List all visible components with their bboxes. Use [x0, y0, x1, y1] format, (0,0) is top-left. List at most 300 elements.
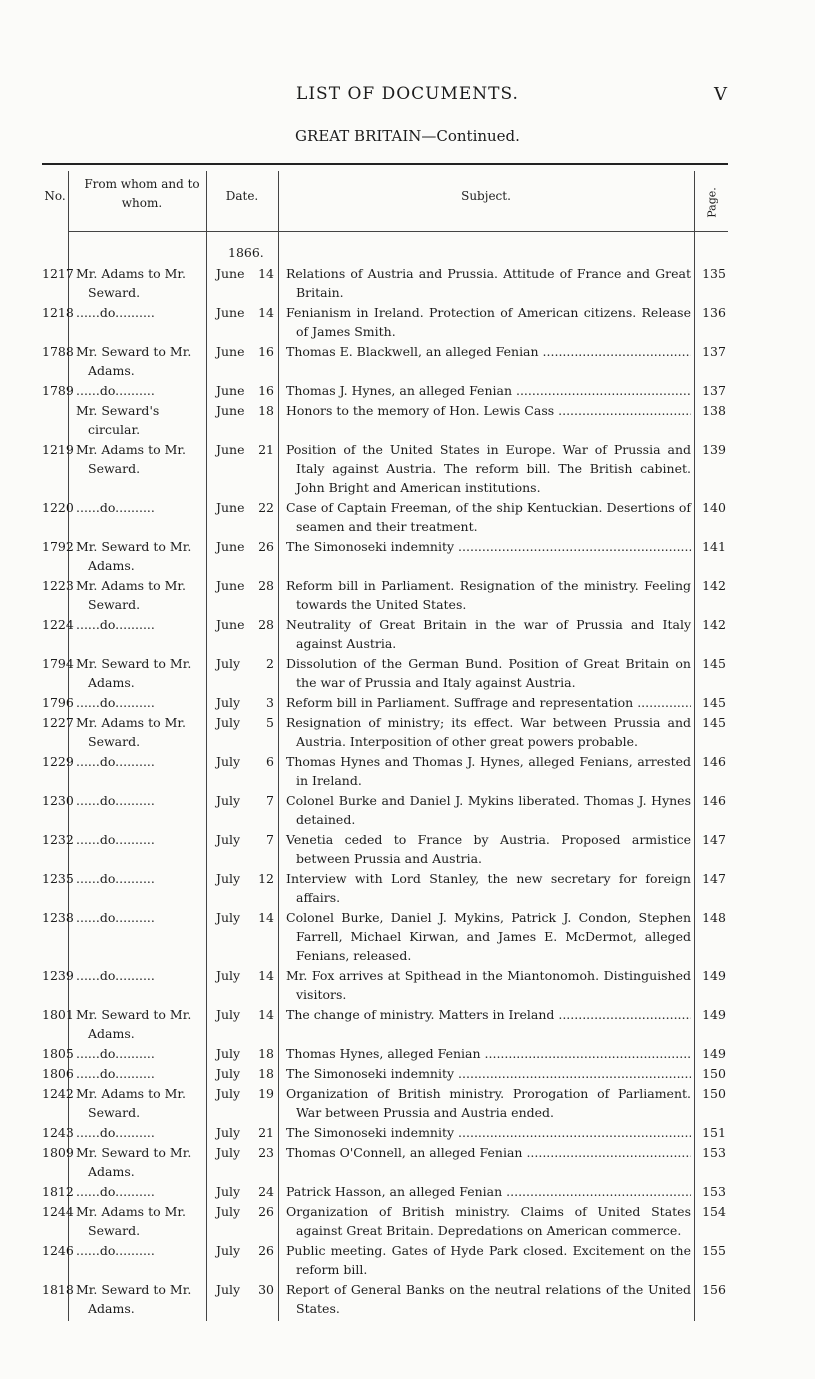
date-month: June	[216, 442, 245, 457]
date-cell	[216, 1143, 274, 1162]
date-month: July	[216, 793, 241, 808]
subject-text: Position of the United States in Europe. War of Prussia and Italy against Austria. The reform bill. The British cabinet. John Bright and American institutions.	[286, 442, 691, 495]
subject-cell	[286, 1064, 691, 1083]
subject-text: Thomas Hynes and Thomas J. Hynes, alleged Fenians, arrested in Ireland.	[286, 754, 691, 788]
subject-cell	[286, 1241, 691, 1279]
subject-text: Thomas Hynes, alleged Fenian .....	[286, 1044, 691, 1063]
date-day: 3	[266, 695, 274, 710]
date-month: July	[216, 1066, 241, 1081]
date-cell	[216, 303, 274, 322]
from-to-cell	[76, 693, 200, 712]
page-number: 137	[702, 344, 726, 359]
page-number: 146	[702, 793, 726, 808]
from-to-text: Mr. Adams to Mr. Seward.	[76, 266, 186, 300]
document-number: 1789	[42, 383, 74, 398]
date-day: 21	[258, 1125, 274, 1140]
year-label: 1866.	[228, 245, 264, 260]
page-number: 145	[702, 715, 726, 730]
date-day: 6	[266, 754, 274, 769]
date-cell	[216, 1084, 274, 1103]
table-row	[42, 303, 728, 342]
column-header-date: Date.	[225, 189, 259, 203]
page-number: 145	[702, 656, 726, 671]
page-number: 153	[702, 1145, 726, 1160]
page-number: 149	[702, 968, 726, 983]
from-to-cell	[76, 1005, 200, 1043]
document-number: 1806	[42, 1066, 74, 1081]
top-rule	[42, 163, 728, 165]
table-row	[42, 713, 728, 752]
date-month: July	[216, 754, 241, 769]
from-to-text: Mr. Seward's circular.	[76, 403, 160, 437]
header-rule	[68, 231, 728, 232]
subject-cell	[286, 537, 691, 556]
date-month: July	[216, 715, 241, 730]
from-to-text: ......do..........	[76, 695, 155, 710]
page-number: 139	[702, 442, 726, 457]
date-month: July	[216, 1184, 241, 1199]
page-number: 156	[702, 1282, 726, 1297]
from-to-text: Mr. Seward to Mr. Adams.	[76, 539, 192, 573]
subject-text: The Simonoseki indemnity .....	[286, 1064, 691, 1083]
subject-cell	[286, 1084, 691, 1122]
subject-cell	[286, 401, 691, 420]
subject-text: Case of Captain Freeman, of the ship Kentuckian. Desertions of seamen and their treatment.	[286, 500, 691, 534]
page-number: 142	[702, 578, 726, 593]
document-number: 1788	[42, 344, 74, 359]
page-number: 145	[702, 695, 726, 710]
subject-text: Neutrality of Great Britain in the war of Prussia and Italy against Austria.	[286, 617, 691, 651]
page-number: 153	[702, 1184, 726, 1199]
date-month: June	[216, 383, 245, 398]
table-row	[42, 342, 728, 381]
date-day: 5	[266, 715, 274, 730]
from-to-cell	[76, 869, 200, 888]
from-to-text: Mr. Adams to Mr. Seward.	[76, 578, 186, 612]
from-to-text: ......do..........	[76, 1243, 155, 1258]
date-cell	[216, 1005, 274, 1024]
date-day: 14	[258, 266, 274, 281]
from-to-cell	[76, 1143, 200, 1181]
date-day: 26	[258, 1243, 274, 1258]
table-row	[42, 966, 728, 1005]
subject-cell	[286, 908, 691, 965]
table-row	[42, 752, 728, 791]
subject-cell	[286, 381, 691, 400]
subject-cell	[286, 752, 691, 790]
page-number: 151	[702, 1125, 726, 1140]
date-day: 18	[258, 1066, 274, 1081]
page-number: 147	[702, 871, 726, 886]
subject-text: Colonel Burke and Daniel J. Mykins liberated. Thomas J. Hynes detained.	[286, 793, 691, 827]
date-day: 14	[258, 1007, 274, 1022]
date-day: 26	[258, 1204, 274, 1219]
date-month: July	[216, 656, 241, 671]
document-number: 1229	[42, 754, 74, 769]
from-to-cell	[76, 440, 200, 478]
from-to-cell	[76, 752, 200, 771]
date-cell	[216, 869, 274, 888]
table-row	[42, 1182, 728, 1202]
date-day: 21	[258, 442, 274, 457]
subject-text: Honors to the memory of Hon. Lewis Cass .....	[286, 401, 691, 420]
date-cell	[216, 1044, 274, 1063]
subject-cell	[286, 498, 691, 536]
subject-text: The change of ministry. Matters in Ireland .....	[286, 1005, 691, 1024]
date-cell	[216, 1241, 274, 1260]
subject-text: Thomas J. Hynes, an alleged Fenian .....	[286, 381, 691, 400]
subject-cell	[286, 576, 691, 614]
subject-text: The Simonoseki indemnity .....	[286, 1123, 691, 1142]
from-to-text: Mr. Adams to Mr. Seward.	[76, 442, 186, 476]
table-row	[42, 1123, 728, 1143]
from-to-cell	[76, 303, 200, 322]
from-to-cell	[76, 1084, 200, 1122]
date-cell	[216, 752, 274, 771]
from-to-cell	[76, 1182, 200, 1201]
from-to-cell	[76, 654, 200, 692]
date-cell	[216, 654, 274, 673]
document-number: 1246	[42, 1243, 74, 1258]
subject-cell	[286, 1280, 691, 1318]
from-to-text: Mr. Adams to Mr. Seward.	[76, 715, 186, 749]
subject-cell	[286, 791, 691, 829]
document-number: 1818	[42, 1282, 74, 1297]
date-day: 19	[258, 1086, 274, 1101]
from-to-text: ......do..........	[76, 754, 155, 769]
from-to-text: Mr. Adams to Mr. Seward.	[76, 1086, 186, 1120]
document-number: 1792	[42, 539, 74, 554]
from-to-text: Mr. Seward to Mr. Adams.	[76, 656, 192, 690]
from-to-cell	[76, 1202, 200, 1240]
from-to-text: ......do..........	[76, 871, 155, 886]
subject-cell	[286, 830, 691, 868]
subject-cell	[286, 869, 691, 907]
column-header-no: No.	[44, 189, 66, 203]
table-row	[42, 401, 728, 440]
page-number: 154	[702, 1204, 726, 1219]
document-number: 1801	[42, 1007, 74, 1022]
date-cell	[216, 381, 274, 400]
date-month: July	[216, 1204, 241, 1219]
page-number: 142	[702, 617, 726, 632]
table-row	[42, 1064, 728, 1084]
date-month: July	[216, 1046, 241, 1061]
from-to-cell	[76, 342, 200, 380]
date-day: 16	[258, 344, 274, 359]
from-to-text: ......do..........	[76, 383, 155, 398]
date-month: June	[216, 266, 245, 281]
page-number: 135	[702, 266, 726, 281]
document-number: 1223	[42, 578, 74, 593]
subject-text: Thomas E. Blackwell, an alleged Fenian .....	[286, 342, 691, 361]
date-day: 14	[258, 910, 274, 925]
table-row	[42, 869, 728, 908]
date-cell	[216, 342, 274, 361]
document-number: 1812	[42, 1184, 74, 1199]
date-month: June	[216, 500, 245, 515]
document-number: 1235	[42, 871, 74, 886]
subject-text: Organization of British ministry. Prorogation of Parliament. War between Prussia and Austria ended.	[286, 1086, 691, 1120]
document-number: 1244	[42, 1204, 74, 1219]
table-body	[42, 264, 728, 1319]
subject-cell	[286, 1143, 691, 1162]
subject-cell	[286, 303, 691, 341]
page-number: 138	[702, 403, 726, 418]
document-number: 1796	[42, 695, 74, 710]
from-to-text: Mr. Adams to Mr. Seward.	[76, 1204, 186, 1238]
table-row	[42, 791, 728, 830]
page-number: 136	[702, 305, 726, 320]
document-number: 1224	[42, 617, 74, 632]
date-month: July	[216, 968, 241, 983]
date-day: 7	[266, 793, 274, 808]
subject-text: Relations of Austria and Prussia. Attitude of France and Great Britain.	[286, 266, 691, 300]
date-month: July	[216, 1086, 241, 1101]
subject-cell	[286, 713, 691, 751]
table-row	[42, 440, 728, 498]
date-day: 26	[258, 539, 274, 554]
from-to-text: ......do..........	[76, 968, 155, 983]
subject-text: The Simonoseki indemnity .....	[286, 537, 691, 556]
table-row	[42, 1202, 728, 1241]
from-to-text: ......do..........	[76, 1066, 155, 1081]
date-month: June	[216, 578, 245, 593]
subject-cell	[286, 1123, 691, 1142]
date-month: July	[216, 1007, 241, 1022]
from-to-cell	[76, 537, 200, 575]
table-row	[42, 264, 728, 303]
from-to-cell	[76, 264, 200, 302]
date-month: July	[216, 871, 241, 886]
subject-cell	[286, 615, 691, 653]
date-day: 23	[258, 1145, 274, 1160]
subject-text: Public meeting. Gates of Hyde Park closed. Excitement on the reform bill.	[286, 1243, 691, 1277]
table-row	[42, 1084, 728, 1123]
from-to-cell	[76, 1241, 200, 1260]
subject-cell	[286, 966, 691, 1004]
page-number: 150	[702, 1066, 726, 1081]
subject-cell	[286, 1202, 691, 1240]
from-to-cell	[76, 966, 200, 985]
table-row	[42, 1241, 728, 1280]
date-cell	[216, 1064, 274, 1083]
subject-text: Interview with Lord Stanley, the new secretary for foreign affairs.	[286, 871, 691, 905]
from-to-cell	[76, 713, 200, 751]
from-to-text: ......do..........	[76, 305, 155, 320]
subject-cell	[286, 654, 691, 692]
date-month: July	[216, 910, 241, 925]
table-row	[42, 1044, 728, 1064]
column-header-page: Page.	[705, 187, 719, 218]
date-day: 12	[258, 871, 274, 886]
from-to-cell	[76, 1123, 200, 1142]
page-number: 140	[702, 500, 726, 515]
table-row	[42, 498, 728, 537]
from-to-text: Mr. Seward to Mr. Adams.	[76, 344, 192, 378]
date-cell	[216, 1182, 274, 1201]
subject-cell	[286, 693, 691, 712]
page-title: LIST OF DOCUMENTS.	[296, 84, 519, 104]
date-day: 30	[258, 1282, 274, 1297]
page-number: 155	[702, 1243, 726, 1258]
document-number: 1243	[42, 1125, 74, 1140]
date-month: July	[216, 1243, 241, 1258]
date-month: June	[216, 344, 245, 359]
date-day: 16	[258, 383, 274, 398]
page-number: 147	[702, 832, 726, 847]
date-cell	[216, 1202, 274, 1221]
page-number: 146	[702, 754, 726, 769]
from-to-cell	[76, 401, 200, 439]
from-to-cell	[76, 1044, 200, 1063]
date-month: July	[216, 1145, 241, 1160]
date-day: 18	[258, 403, 274, 418]
date-month: July	[216, 695, 241, 710]
column-header-from: From whom and to whom.	[84, 177, 200, 210]
from-to-cell	[76, 908, 200, 927]
from-to-text: Mr. Seward to Mr. Adams.	[76, 1282, 192, 1316]
date-day: 2	[266, 656, 274, 671]
page-number: 148	[702, 910, 726, 925]
from-to-cell	[76, 381, 200, 400]
document-number: 1217	[42, 266, 74, 281]
date-month: June	[216, 305, 245, 320]
date-cell	[216, 537, 274, 556]
from-to-text: ......do..........	[76, 1125, 155, 1140]
subject-cell	[286, 1005, 691, 1024]
subject-cell	[286, 440, 691, 497]
date-cell	[216, 713, 274, 732]
document-number: 1238	[42, 910, 74, 925]
from-to-text: Mr. Seward to Mr. Adams.	[76, 1145, 192, 1179]
subject-text: Venetia ceded to France by Austria. Proposed armistice between Prussia and Austria.	[286, 832, 691, 866]
table-row	[42, 576, 728, 615]
subject-text: Reform bill in Parliament. Resignation of the ministry. Feeling towards the United States.	[286, 578, 691, 612]
date-month: July	[216, 1125, 241, 1140]
date-cell	[216, 1123, 274, 1142]
table-row	[42, 1005, 728, 1044]
from-to-cell	[76, 1064, 200, 1083]
date-cell	[216, 440, 274, 459]
section-subtitle: GREAT BRITAIN—Continued.	[295, 127, 520, 145]
document-number: 1227	[42, 715, 74, 730]
subject-text: Organization of British ministry. Claims of United States against Great Britain. Depredations on American commerce.	[286, 1204, 691, 1238]
date-month: July	[216, 1282, 241, 1297]
from-to-cell	[76, 615, 200, 634]
subject-text: Report of General Banks on the neutral relations of the United States.	[286, 1282, 691, 1316]
page-number: 150	[702, 1086, 726, 1101]
from-to-text: ......do..........	[76, 832, 155, 847]
table-row	[42, 830, 728, 869]
from-to-cell	[76, 498, 200, 517]
from-to-text: ......do..........	[76, 793, 155, 808]
subject-text: Colonel Burke, Daniel J. Mykins, Patrick J. Condon, Stephen Farrell, Michael Kirwan, and James E. McDermot, alleged Fenians, released.	[286, 910, 691, 963]
document-number: 1239	[42, 968, 74, 983]
date-day: 14	[258, 968, 274, 983]
from-to-cell	[76, 576, 200, 614]
from-to-cell	[76, 830, 200, 849]
document-number: 1242	[42, 1086, 74, 1101]
date-cell	[216, 498, 274, 517]
page-numeral: V	[714, 84, 727, 105]
document-number: 1220	[42, 500, 74, 515]
from-to-text: ......do..........	[76, 617, 155, 632]
document-number: 1794	[42, 656, 74, 671]
table-row	[42, 693, 728, 713]
from-to-text: Mr. Seward to Mr. Adams.	[76, 1007, 192, 1041]
subject-cell	[286, 264, 691, 302]
subject-text: Thomas O'Connell, an alleged Fenian .....	[286, 1143, 691, 1162]
table-row	[42, 615, 728, 654]
from-to-text: ......do..........	[76, 500, 155, 515]
document-number: 1232	[42, 832, 74, 847]
from-to-cell	[76, 1280, 200, 1318]
subject-text: Mr. Fox arrives at Spithead in the Miantonomoh. Distinguished visitors.	[286, 968, 691, 1002]
date-cell	[216, 401, 274, 420]
date-cell	[216, 615, 274, 634]
page-number: 149	[702, 1007, 726, 1022]
document-number: 1218	[42, 305, 74, 320]
table-row	[42, 537, 728, 576]
date-cell	[216, 264, 274, 283]
from-to-text: ......do..........	[76, 1184, 155, 1199]
subject-text: Dissolution of the German Bund. Position of Great Britain on the war of Prussia and Italy against Austria.	[286, 656, 691, 690]
from-to-text: ......do..........	[76, 1046, 155, 1061]
date-cell	[216, 1280, 274, 1299]
date-day: 28	[258, 578, 274, 593]
date-cell	[216, 908, 274, 927]
document-number: 1809	[42, 1145, 74, 1160]
date-month: June	[216, 403, 245, 418]
document-number: 1219	[42, 442, 74, 457]
date-day: 24	[258, 1184, 274, 1199]
page-number: 137	[702, 383, 726, 398]
table-row	[42, 1280, 728, 1319]
document-number: 1805	[42, 1046, 74, 1061]
date-day: 28	[258, 617, 274, 632]
subject-cell	[286, 1182, 691, 1201]
table-row	[42, 1143, 728, 1182]
date-day: 7	[266, 832, 274, 847]
subject-text: Fenianism in Ireland. Protection of American citizens. Release of James Smith.	[286, 305, 691, 339]
table-row	[42, 908, 728, 966]
page-number: 141	[702, 539, 726, 554]
subject-text: Resignation of ministry; its effect. War between Prussia and Austria. Interposition of other great powers probable.	[286, 715, 691, 749]
date-day: 22	[258, 500, 274, 515]
from-to-cell	[76, 791, 200, 810]
documents-table	[42, 163, 728, 1316]
document-number: 1230	[42, 793, 74, 808]
date-month: July	[216, 832, 241, 847]
table-row	[42, 654, 728, 693]
from-to-text: ......do..........	[76, 910, 155, 925]
date-cell	[216, 576, 274, 595]
subject-cell	[286, 342, 691, 361]
date-cell	[216, 693, 274, 712]
table-row	[42, 381, 728, 401]
subject-text: Reform bill in Parliament. Suffrage and representation .....	[286, 693, 691, 712]
date-day: 14	[258, 305, 274, 320]
date-day: 18	[258, 1046, 274, 1061]
subject-text: Patrick Hasson, an alleged Fenian .....	[286, 1182, 691, 1201]
date-month: June	[216, 539, 245, 554]
subject-cell	[286, 1044, 691, 1063]
date-cell	[216, 791, 274, 810]
column-header-subject: Subject.	[461, 189, 511, 203]
date-cell	[216, 966, 274, 985]
date-month: June	[216, 617, 245, 632]
